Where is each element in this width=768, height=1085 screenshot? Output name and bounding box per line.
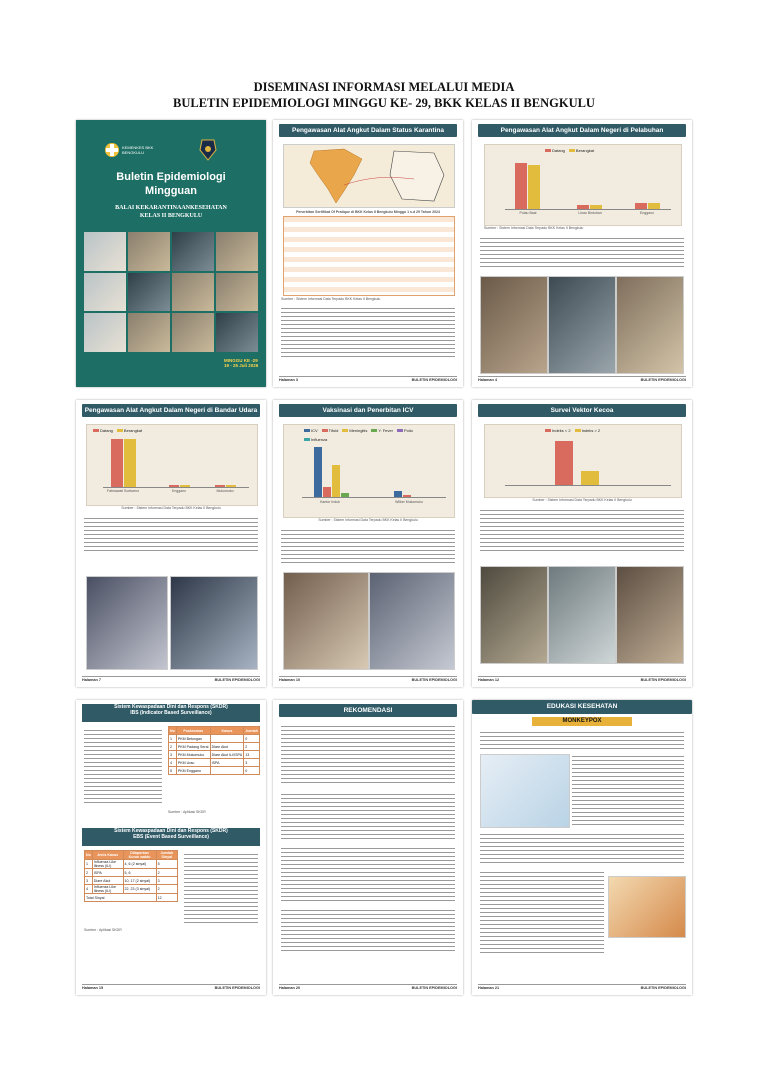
photo-airplane-2 [170, 576, 258, 670]
page-edukasi [472, 700, 692, 995]
chart-source: Sumber : Sistem Informasi Data Terpadu BKK Kelas II Bengkulu [318, 518, 418, 522]
body-text [281, 528, 455, 566]
cell: 5 [169, 767, 177, 775]
subtitle-monkeypox: MONKEYPOX [532, 717, 632, 726]
body-text [281, 306, 455, 360]
total-value: 12 [156, 894, 177, 902]
table-total-row [85, 894, 178, 902]
logo-text: KEMENKES BKK BENGKULU [122, 145, 154, 155]
cover-photo-collage [84, 232, 258, 352]
tick-enggano: Enggano [171, 489, 186, 493]
pelabuhan-chart [484, 144, 682, 226]
cell: 3 [169, 751, 177, 759]
ibs-body-text [84, 728, 162, 806]
cell [210, 767, 244, 775]
table-row [85, 860, 178, 869]
icv-chart [283, 424, 455, 518]
bar-kantor-induk-3 [332, 465, 340, 497]
cell: 5 [156, 860, 177, 869]
bar-fatmawati-datang [111, 439, 123, 487]
body-text [84, 516, 258, 554]
legend-index-gt2: Indeks > 2 [581, 428, 601, 433]
cell: PKM Mukomuko [176, 751, 210, 759]
page-number: Halaman 20 [279, 986, 301, 990]
th: No [85, 851, 93, 860]
ibs-title [82, 704, 260, 722]
ibs-title-1: Sistem Kewaspadaan Dini dan Respons (SKDR) [114, 704, 228, 710]
cell: 0 [244, 735, 260, 743]
page-icv [273, 400, 463, 687]
page-rekomendasi [273, 700, 463, 995]
legend-influenza: Influenza [311, 437, 328, 442]
cell: Diare Akut [210, 743, 244, 751]
cell: PKM Urau [176, 759, 210, 767]
cell: 1 [169, 735, 177, 743]
body-text [480, 508, 684, 552]
ibs-title-2: IBS (Indicator Based Surveillance) [130, 710, 212, 716]
recommendation-text-4 [281, 908, 455, 954]
cell: 5, 6 [123, 869, 156, 877]
page-number: Halaman 21 [478, 986, 500, 990]
cell: 0 [244, 767, 260, 775]
photo-airplane-1 [86, 576, 168, 670]
page-title: Vaksinasi dan Penerbitan ICV [279, 404, 457, 417]
page-footer [279, 376, 457, 383]
table-source: Sumber : Sistem Informasi Data Terpadu BKK Kelas II Bengkulu [281, 297, 381, 301]
monkeypox-poster [608, 876, 686, 938]
photo-vaccination-2 [369, 572, 455, 670]
page-number: Halaman 3 [279, 378, 298, 382]
legend-meningitis: Meningitis [349, 428, 368, 433]
table-caption: Penerbitan Sertifikat Of Pratique di BKK Kelas II Bengkulu Minggu 1 s.d 29 Tahun 2024 [296, 210, 440, 214]
bandara-chart [86, 424, 258, 506]
india-map-icon [284, 145, 454, 207]
tick-kantor-induk: Kantor Induk [320, 500, 340, 504]
page-footer [478, 676, 686, 683]
cover-title-2: Mingguan [145, 185, 197, 197]
bar-index-gt2 [581, 471, 599, 485]
bar-kantor-induk-2 [323, 487, 331, 497]
chart-legend [545, 148, 594, 153]
page-footer [82, 676, 260, 683]
bar-index-lt2 [555, 441, 573, 485]
cell [210, 735, 244, 743]
intro-text [480, 730, 684, 750]
page-skdr [76, 700, 266, 995]
body-text [480, 236, 684, 270]
chart-source: Sumber : Sistem Informasi Data Terpadu BKK Kelas II Bengkulu [532, 498, 632, 502]
right-text-1 [572, 754, 684, 826]
page-footer [279, 676, 457, 683]
cell: 4 [85, 885, 93, 894]
photo-survey-1 [480, 566, 548, 664]
cell: 2 [85, 869, 93, 877]
th: Dilaporkan Kurun waktu [123, 851, 156, 860]
page-pelabuhan [472, 120, 692, 387]
th: Puskesmas [176, 727, 210, 735]
th: Jumlah Sinyal [156, 851, 177, 860]
recommendation-text-2 [281, 792, 455, 840]
recommendation-text-3 [281, 846, 455, 902]
cell: Diare Akut ILI/ISPA [211, 752, 243, 757]
legend-datang: Datang [552, 148, 565, 153]
photo-inspection-1 [480, 276, 548, 374]
ebs-body-text [184, 852, 258, 926]
legend-polio: Polio [403, 428, 413, 433]
cell: PKM Betungan [176, 735, 210, 743]
page-number: Halaman 4 [478, 378, 497, 382]
chart-legend [93, 428, 142, 433]
table-row [85, 885, 178, 894]
cover-title-1: Buletin Epidemiologi [116, 171, 226, 183]
cell: PKM Enggano [176, 767, 210, 775]
cell: ISPA [92, 869, 123, 877]
th: Jenis Kasus [92, 851, 123, 860]
cover-week [224, 358, 258, 368]
bar-pulau-baai-berangkat [528, 165, 540, 209]
chart-source: Sumber : Sistem Informasi Data Terpadu BKK Kelas II Bengkulu [121, 506, 221, 510]
th: No [170, 728, 175, 733]
recommendation-text-1 [281, 724, 455, 786]
cell: 2 [244, 743, 260, 751]
cell: 22, 23 (3 sinyal) [123, 885, 156, 894]
page-bandara [76, 400, 266, 687]
chart-source: Sumber : Sistem Informasi Data Terpadu BKK Kelas II Bengkulu [484, 226, 584, 230]
cell: 1 [85, 860, 93, 869]
photo-inspection-2 [548, 276, 616, 374]
header-line-1: DISEMINASI INFORMASI MELALUI MEDIA [253, 80, 515, 94]
ibs-source: Sumber : Aplikasi SKDR [168, 810, 206, 814]
page-number: Halaman 15 [82, 986, 104, 990]
tick-mukomuko: Mukomuko [216, 489, 234, 493]
bar-pulau-baai-datang [515, 163, 527, 209]
photo-survey-3 [616, 566, 684, 664]
ebs-title-2: EBS (Event Based Surveillance) [133, 834, 209, 840]
page-footer [82, 984, 260, 991]
page-footer [279, 984, 457, 991]
mid-text [480, 832, 684, 864]
photo-inspection-3 [616, 276, 684, 374]
chart-legend [304, 428, 424, 442]
cell: Diare Akut [92, 877, 123, 885]
cell: Influenza Like Illness (ILI) [92, 860, 123, 869]
cell: PKM Padang Serai [177, 744, 209, 749]
photo-survey-2 [548, 566, 616, 664]
bar-kantor-induk [314, 447, 322, 497]
footer-brand: BULETIN EPIDEMIOLOGI [411, 986, 457, 990]
table-row [169, 759, 260, 767]
cover-week-label: MINGGU KE -29 [224, 358, 258, 363]
left-text-2 [480, 870, 604, 956]
page-title: Survei Vektor Kecoa [478, 404, 686, 417]
ebs-title-1: Sistem Kewaspadaan Dini dan Respons (SKDR) [114, 828, 228, 834]
footer-brand: BULETIN EPIDEMIOLOGI [640, 378, 686, 382]
table-row [85, 877, 178, 885]
cover-logo [102, 136, 232, 164]
footer-brand: BULETIN EPIDEMIOLOGI [214, 678, 260, 682]
header-line-2: BULETIN EPIDEMIOLOGI MINGGU KE- 29, BKK KELAS II BENGKULU [173, 96, 595, 110]
bar-fatmawati-berangkat [124, 439, 136, 487]
cell: Influenza Like Illness (ILI) [92, 885, 123, 894]
tick-wilker: Wilker Mukomuko [395, 500, 423, 504]
th: Kasus [210, 727, 244, 735]
ibs-table [168, 726, 260, 775]
cell: 2 [169, 743, 177, 751]
cell: 4 [169, 759, 177, 767]
cover-subtitle-2: KELAS II BENGKULU [139, 213, 203, 219]
footer-brand: BULETIN EPIDEMIOLOGI [640, 986, 686, 990]
cover-page [76, 120, 266, 387]
footer-brand: BULETIN EPIDEMIOLOGI [411, 378, 457, 382]
page-title: EDUKASI KESEHATAN [472, 700, 692, 714]
cover-week-dates: 19 - 25 Juli 2026 [224, 363, 259, 368]
legend-datang: Datang [100, 428, 113, 433]
cell: 13 [244, 751, 260, 759]
page-number: Halaman 12 [478, 678, 500, 682]
legend-berangkat: Berangkat [123, 428, 143, 433]
tick-pulau-baai: Pulau Baai [519, 211, 537, 215]
table-row [169, 767, 260, 775]
page-title: Pengawasan Alat Angkut Dalam Status Karantina [279, 124, 457, 137]
cell: 4, 6 (2 sinyal) [123, 860, 156, 869]
tick-fatmawati: Fatmawati Soekarno [106, 489, 140, 493]
cell: 3 [85, 877, 93, 885]
table-row [169, 743, 260, 751]
table-row [169, 751, 260, 759]
cell: ISPA [210, 759, 244, 767]
ebs-table [84, 850, 178, 902]
cell: 3 [244, 759, 260, 767]
page-title: REKOMENDASI [279, 704, 457, 717]
cover-subtitle-1: BALAI KEKARANTINAANKESEHATAN [115, 205, 227, 211]
page-number: Halaman 10 [279, 678, 301, 682]
map-image [283, 144, 455, 208]
legend-icv: ICV [311, 428, 318, 433]
table-row [169, 735, 260, 743]
tick-linau: Linau Bintuhan [578, 211, 602, 215]
ebs-title [82, 828, 260, 846]
footer-brand: BULETIN EPIDEMIOLOGI [214, 986, 260, 990]
page-footer [478, 376, 686, 383]
legend-yfever: Y. Fever [378, 428, 393, 433]
ebs-source: Sumber : Aplikasi SKDR [84, 928, 122, 932]
page-number: Halaman 7 [82, 678, 101, 682]
total-label: Total Sinyal [85, 894, 157, 902]
cell: 10, 17 (2 sinyal) [123, 877, 156, 885]
legend-berangkat: Berangkat [575, 148, 595, 153]
page-title: Pengawasan Alat Angkut Dalam Negeri di Pelabuhan [478, 124, 686, 137]
table-row [85, 869, 178, 877]
legend-tifoid: Tifoid [328, 428, 339, 433]
th: Jumlah [245, 728, 258, 733]
legend-index-lt2: Indeks < 2 [552, 428, 571, 433]
footer-brand: BULETIN EPIDEMIOLOGI [411, 678, 457, 682]
kecoa-chart [484, 424, 682, 498]
tick-enggano: Enggano [639, 211, 654, 215]
chart-legend [545, 428, 600, 433]
footer-brand: BULETIN EPIDEMIOLOGI [640, 678, 686, 682]
cell: 3 [156, 877, 177, 885]
page-kecoa [472, 400, 692, 687]
sop-table [283, 216, 455, 296]
cell: 2 [156, 869, 177, 877]
photo-vaccination-1 [283, 572, 369, 670]
page-title: Pengawasan Alat Angkut Dalam Negeri di Bandar Udara [82, 404, 260, 417]
page-karantina [273, 120, 463, 387]
monkeypox-infographic [480, 754, 570, 828]
cell: 2 [156, 885, 177, 894]
page-footer [478, 984, 686, 991]
